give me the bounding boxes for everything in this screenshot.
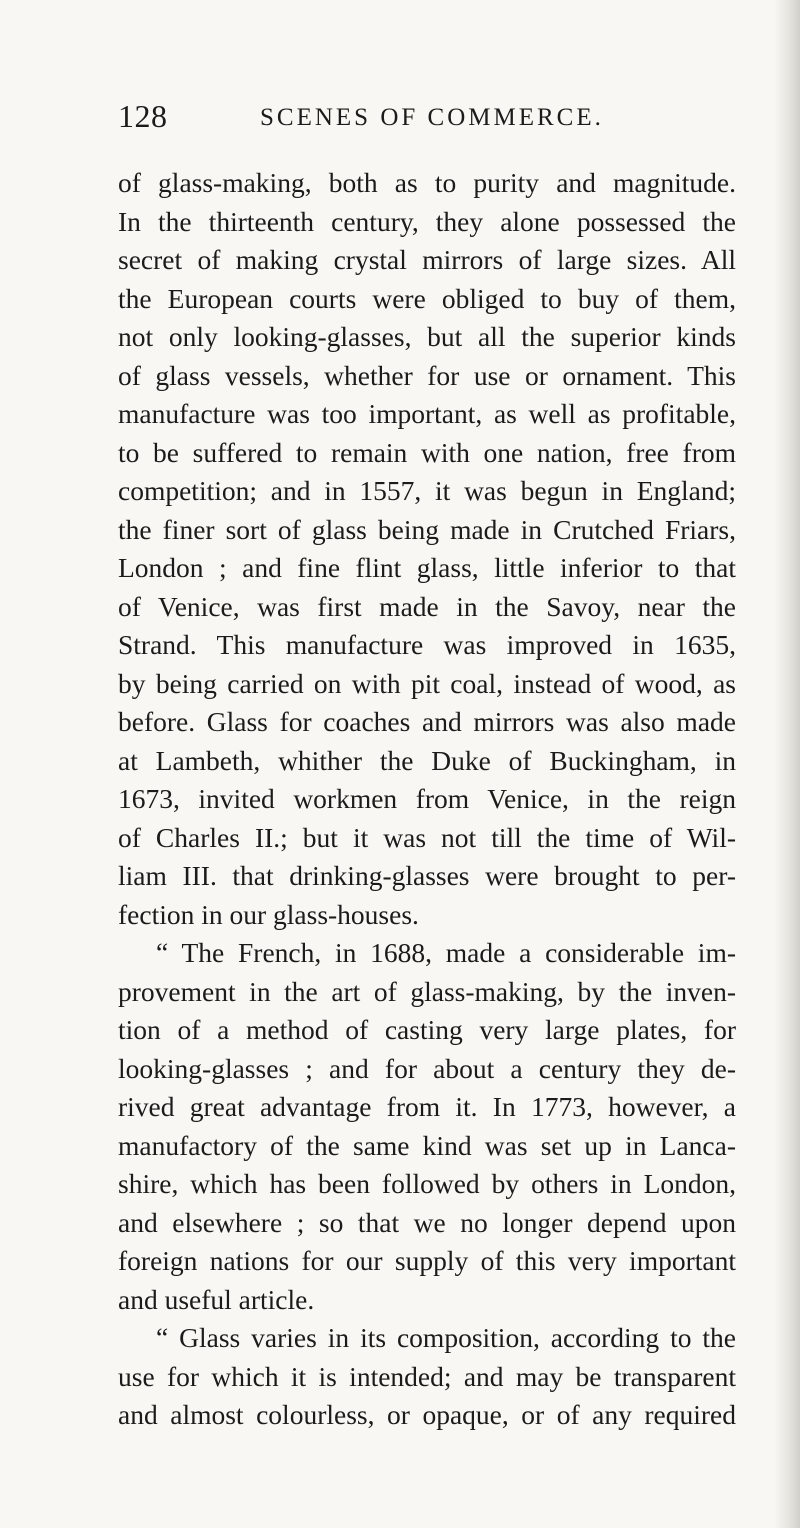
text-line: London ; and fine flint glass, little inferior to that <box>118 552 736 583</box>
text-line: use for which it is intended; and may be transparent <box>118 1360 736 1392</box>
page-number: 128 <box>118 98 168 134</box>
text-line: not only looking-glasses, but all the superior kinds <box>118 321 736 352</box>
text-line: provement in the art of glass-making, by the inven- <box>118 975 736 1007</box>
body-text <box>118 164 736 1435</box>
text-line: the European courts were obliged to buy of them, <box>118 282 736 314</box>
text-line: of Charles II.; but it was not till the time of Wil- <box>118 821 736 853</box>
text-line: shire, which has been followed by others in London, <box>118 1168 736 1199</box>
paragraph-start-line: “ The French, in 1688, made a considerable im- <box>156 937 736 968</box>
text-line: secret of making crystal mirrors of large sizes. All <box>118 244 736 275</box>
text-line: to be suffered to remain with one nation, free from <box>118 436 736 468</box>
text-line: before. Glass for coaches and mirrors was also made <box>118 706 736 737</box>
text-line: the finer sort of glass being made in Crutched Friars, <box>118 513 736 545</box>
paragraph-start-line: “ Glass varies in its composition, according to the <box>156 1322 736 1353</box>
text-line: looking-glasses ; and for about a century they de- <box>118 1052 736 1084</box>
page-edge-shadow <box>774 0 800 1528</box>
text-line: 1673, invited workmen from Venice, in the reign <box>118 783 736 814</box>
text-line: by being carried on with pit coal, instead of wood, as <box>118 667 736 699</box>
text-line: In the thirteenth century, they alone possessed the <box>118 205 736 237</box>
paragraph-end-line: and useful article. <box>118 1283 315 1315</box>
text-line: foreign nations for our supply of this very important <box>118 1245 736 1276</box>
text-line: of Venice, was first made in the Savoy, near the <box>118 590 736 622</box>
text-line: rived great advantage from it. In 1773, however, a <box>118 1091 736 1122</box>
text-line: of glass vessels, whether for use or ornament. This <box>118 359 736 391</box>
text-line: manufactory of the same kind was set up in Lanca- <box>118 1129 736 1161</box>
running-head: SCENES OF COMMERCE. <box>260 104 604 131</box>
text-line: competition; and in 1557, it was begun in England; <box>118 475 736 506</box>
page-header <box>118 96 728 146</box>
text-line: manufacture was too important, as well as profitable, <box>118 398 736 429</box>
text-line: at Lambeth, whither the Duke of Buckingham, in <box>118 744 736 776</box>
text-line: tion of a method of casting very large plates, for <box>118 1014 736 1045</box>
text-line: and elsewhere ; so that we no longer depend upon <box>118 1206 736 1238</box>
text-line: and almost colourless, or opaque, or of any required <box>118 1399 736 1430</box>
text-line: of glass-making, both as to purity and magnitude. <box>118 167 736 198</box>
text-line: Strand. This manufacture was improved in 1635, <box>118 629 736 660</box>
paragraph-end-line: fection in our glass-houses. <box>118 898 419 930</box>
text-line: liam III. that drinking-glasses were brought to per- <box>118 860 736 891</box>
